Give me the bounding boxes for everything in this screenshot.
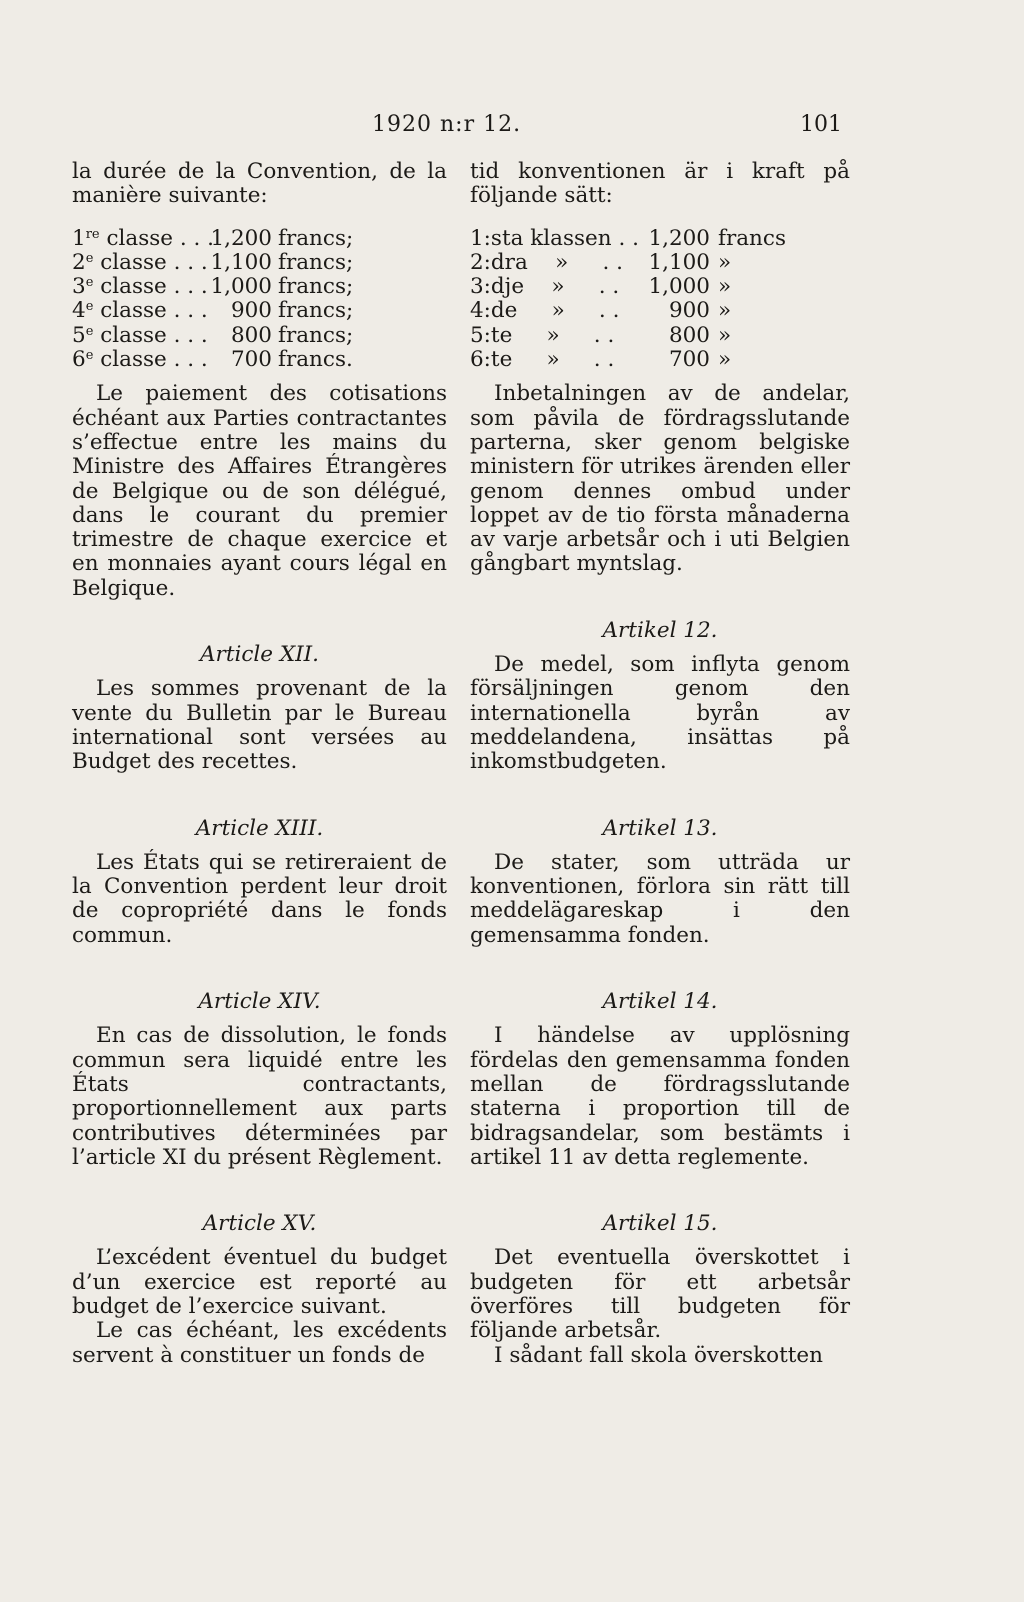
fr-class-row: 6e classe . . . 700 francs. [72,347,353,373]
fr-intro: la durée de la Convention, de la manière suivante: [72,159,447,209]
sv-intro: tid konventionen är i kraft på följande sätt: [470,159,850,209]
sv-article-15-title: Artikel 15. [602,1211,718,1237]
fr-article-14-text: En cas de dissolution, le fonds commun sera liquidé entre les États contractants, proportionnellement aux parts contributives déterminées par l’article XI du présent Règlement. [72,1023,447,1170]
sv-class-table [470,227,850,373]
sv-article-15-text-2: I sådant fall skola överskotten [494,1342,823,1368]
sv-payment-paragraph: Inbetalningen av de andelar, som påvila de fördragsslutande parterna, sker genom belgiske ministern för utrikes ärenden eller genom dennes ombud under loppet av de tio första månaderna av varje arbetsår och i uti Belgien gångbart myntslag. [470,381,850,577]
fr-article-15-text-1: L’excédent éventuel du budget d’un exercice est reporté au budget de l’exercice suivant. [72,1245,447,1319]
sv-article-13-text: De stater, som utträda ur konventionen, förlora sin rätt till meddelägareskap i den gemensamma fonden. [470,849,850,948]
fr-class-row: 5e classe . . . 800 francs; [72,322,354,348]
page-number: 101 [800,112,842,137]
french-column [72,160,447,1368]
fr-article-13-title: Article XIII. [195,815,324,841]
fr-class-table [72,227,447,373]
fr-article-12-text: Les sommes provenant de la vente du Bulletin par le Bureau international sont versées au Budget des recettes. [72,676,447,775]
sv-article-14-text: I händelse av upplösning fördelas den gemensamma fonden mellan de fördragsslutande staterna i proportion till de bidragsandelar, som bestämts i artikel 11 av detta reglemente. [470,1023,850,1170]
sv-article-13-title: Artikel 13. [602,815,718,841]
sv-article-15-text-1: Det eventuella överskottet i budgeten för ett arbetsår överföres till budgeten för följande arbetsår. [470,1245,850,1344]
sv-class-row: 1:sta klassen . . 1,200 francs [470,225,786,251]
fr-payment-paragraph: Le paiement des cotisations échéant aux Parties contractantes s’effectue entre les mains du Ministre des Affaires Étrangères de Belgique ou de son délégué, dans le courant du premier trimestre de chaque exercice et en monnaies ayant cours légal en Belgique. [72,381,447,601]
fr-article-15-text-2: Le cas échéant, les excédents servent à constituer un fonds de [72,1318,447,1368]
fr-article-14-title: Article XIV. [198,989,321,1015]
sv-class-row: 3:dje » . . 1,000 » [470,274,732,300]
swedish-column [470,160,850,1368]
page-header [0,112,1024,142]
sv-class-row: 4:de » . . 900 » [470,298,732,324]
fr-class-row: 3e classe . . . 1,000 francs; [72,274,354,300]
fr-article-15-title: Article XV. [202,1211,317,1237]
sv-article-12-text: De medel, som inflyta genom försäljningen genom den internationella byrån av meddelandena, insättas på inkomstbudgeten. [470,652,850,775]
fr-article-12-title: Article XII. [200,642,319,668]
sv-article-12-title: Artikel 12. [602,617,718,643]
sv-class-row: 5:te » . . 800 » [470,322,732,348]
sv-class-row: 2:dra » . . 1,100 » [470,249,732,275]
header-issue: 1920 n:r 12. [372,112,522,137]
sv-class-row: 6:te » . . 700 » [470,347,732,373]
fr-class-row: 2e classe . . . 1,100 francs; [72,249,354,275]
fr-article-13-text: Les États qui se retireraient de la Convention perdent leur droit de copropriété dans le fonds commun. [72,849,447,948]
fr-class-row: 4e classe . . . 900 francs; [72,298,354,324]
sv-article-14-title: Artikel 14. [602,989,718,1015]
fr-class-row: 1re classe . . . 1,200 francs; [72,225,354,251]
